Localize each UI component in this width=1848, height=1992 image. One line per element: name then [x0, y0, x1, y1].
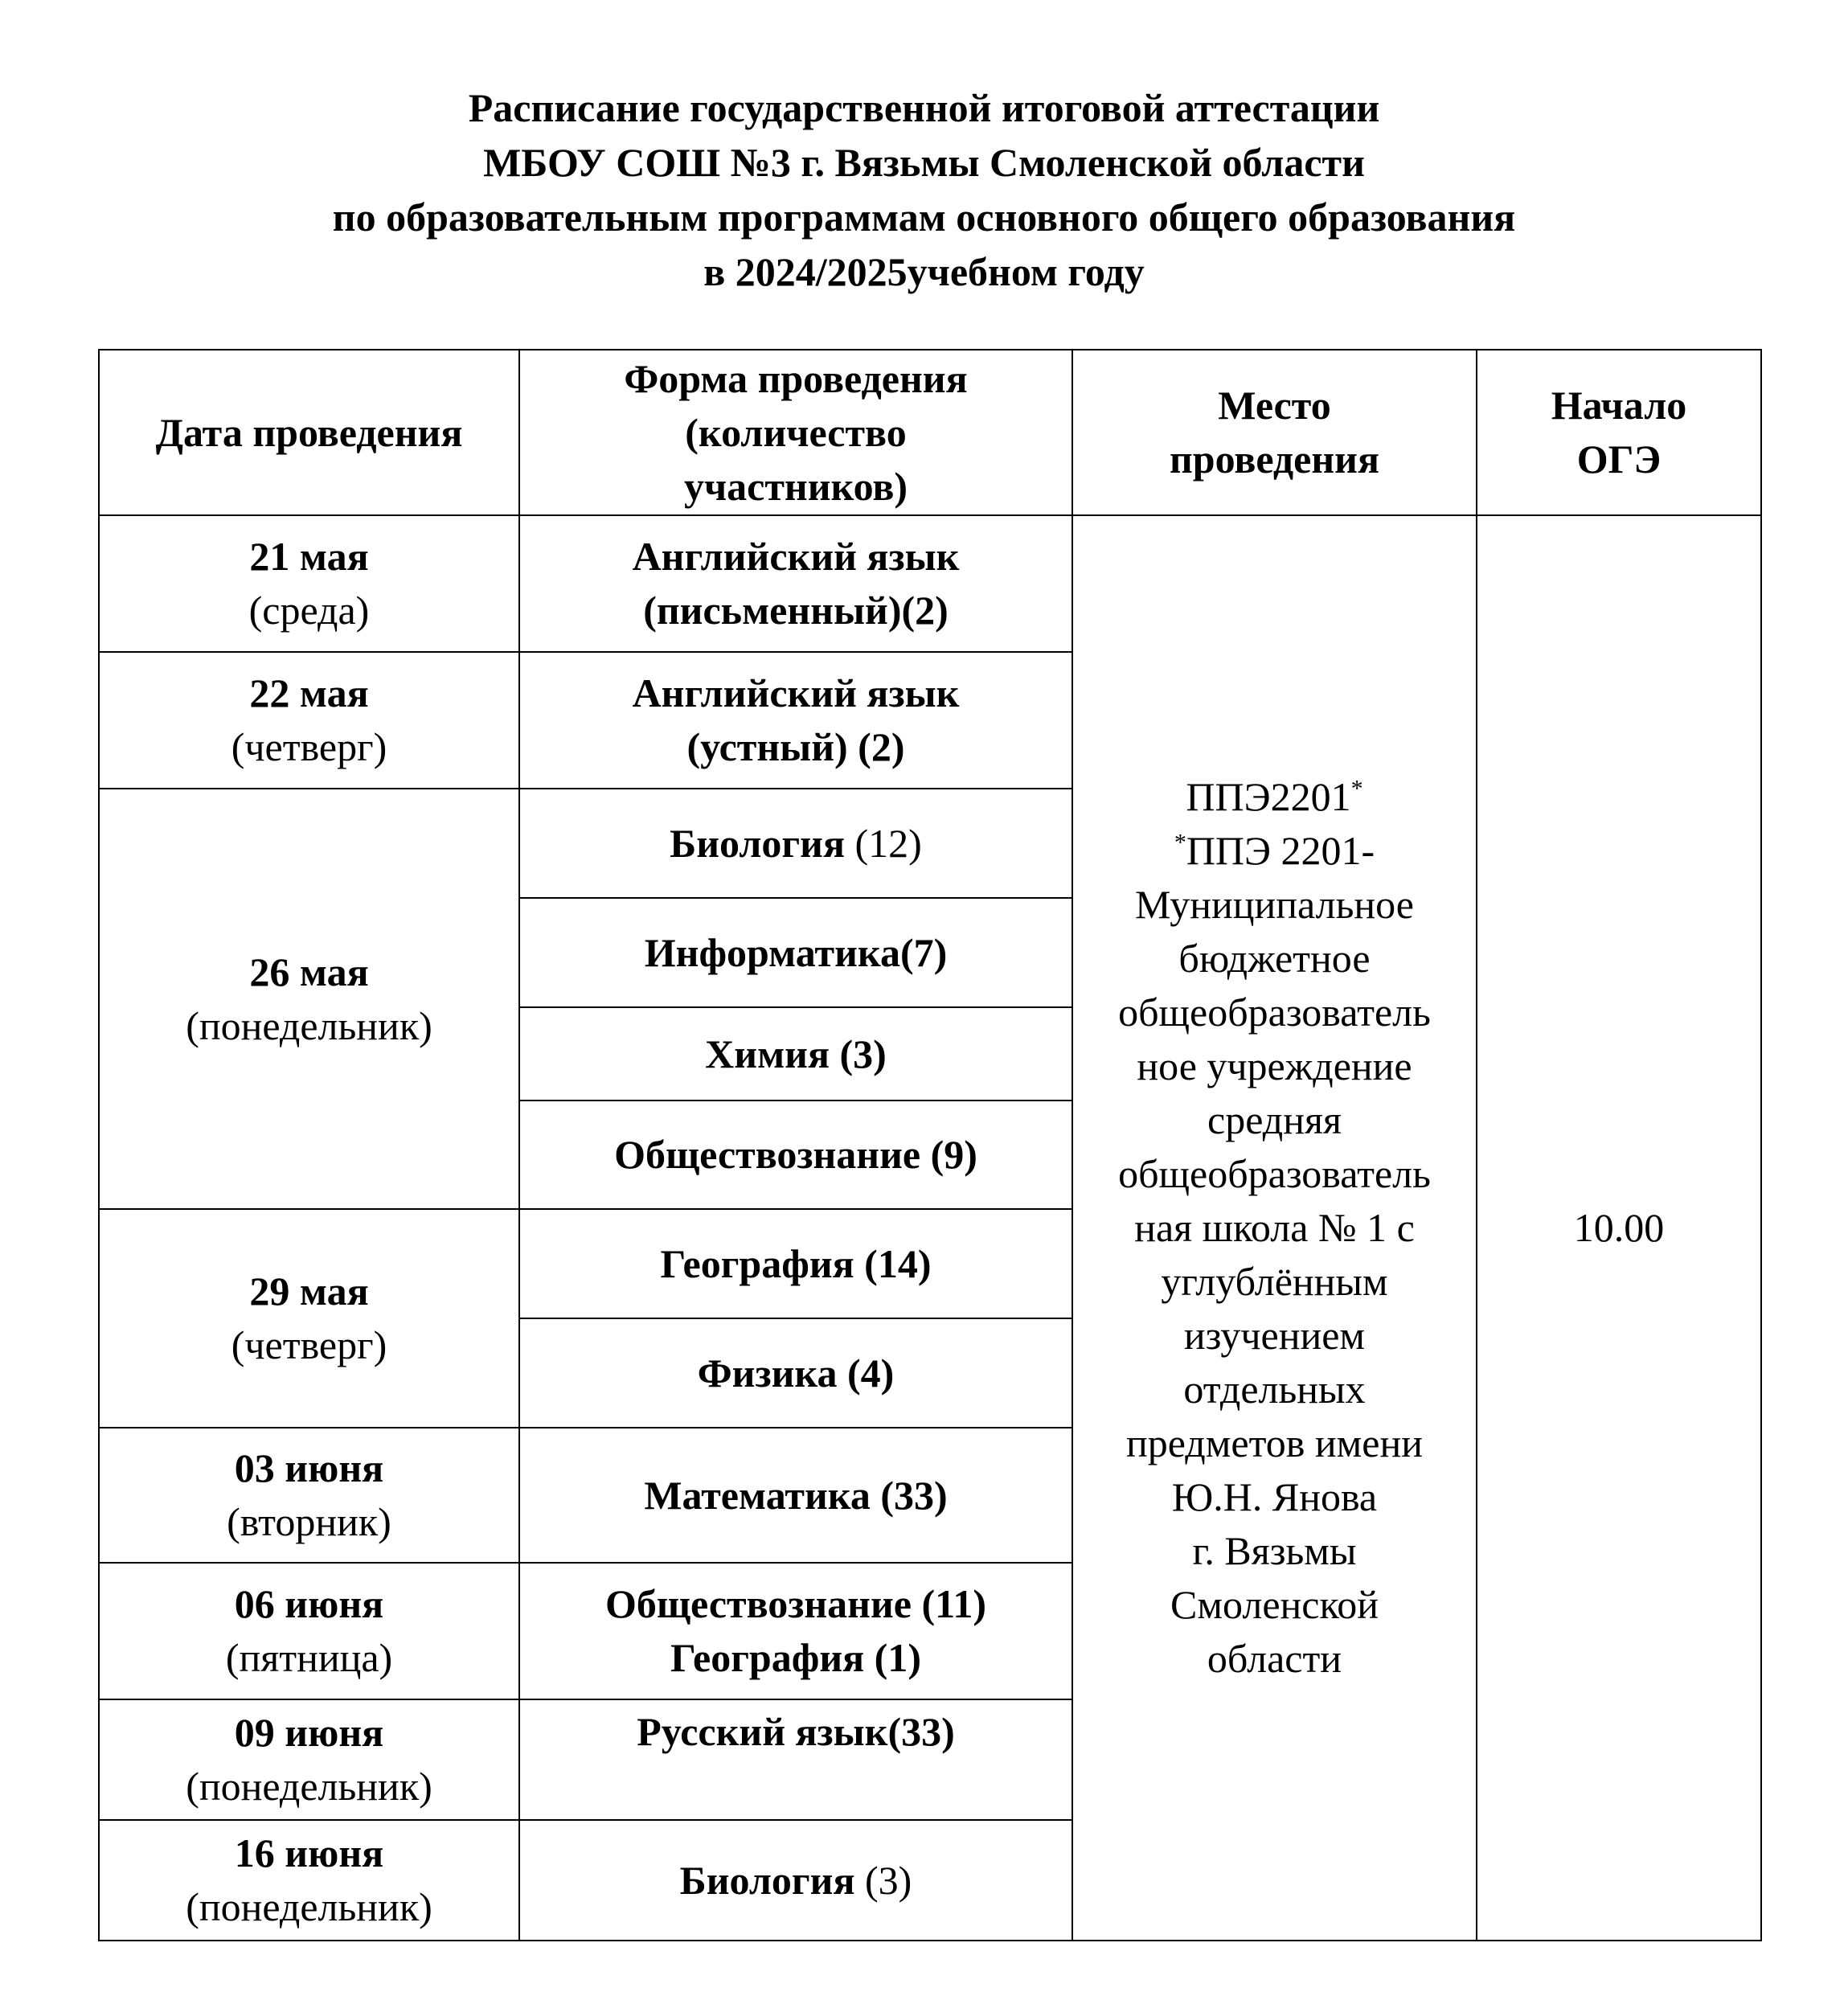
subject-cell: Информатика(7): [519, 898, 1072, 1007]
title-line-3: по образовательным программам основного общего образования: [332, 195, 1516, 240]
header-form: Форма проведения (количество участников): [519, 350, 1072, 515]
table-row: [99, 515, 1761, 652]
subject-cell: Английский язык (письменный)(2): [519, 515, 1072, 652]
header-date: Дата проведения: [99, 350, 519, 515]
header-row: [99, 350, 1761, 515]
header-place: Место проведения: [1072, 350, 1477, 515]
date-cell: 22 мая (четверг): [99, 652, 519, 789]
subject-cell: Английский язык (устный) (2): [519, 652, 1072, 789]
date-cell: 21 мая (среда): [99, 515, 519, 652]
subject-cell: Физика (4): [519, 1318, 1072, 1428]
title-line-4: в 2024/2025учебном году: [703, 249, 1145, 294]
subject-cell: География (14): [519, 1209, 1072, 1318]
subject-cell: Химия (3): [519, 1007, 1072, 1101]
date-cell: 09 июня (понедельник): [99, 1699, 519, 1820]
date-cell: 06 июня (пятница): [99, 1563, 519, 1699]
date-cell: 03 июня (вторник): [99, 1428, 519, 1563]
title-line-2: МБОУ СОШ №3 г. Вязьмы Смоленской области: [483, 140, 1365, 185]
start-time-cell: 10.00: [1477, 515, 1761, 1941]
date-cell: 29 мая (четверг): [99, 1209, 519, 1428]
subject-cell: Русский язык(33): [519, 1699, 1072, 1820]
schedule-table: [98, 349, 1762, 1941]
exam-place-cell: ППЭ2201* *ППЭ 2201- Муниципальное бюджетное общеобразователь ное учреждение средняя общеобразователь ная школа № 1 с углублённым изучением отдельных предметов имени Ю.Н. Янова г. Вязьмы Смоленской области: [1072, 515, 1477, 1941]
date-cell: 16 июня (понедельник): [99, 1820, 519, 1941]
place-description: *ППЭ 2201-: [1174, 828, 1375, 873]
date-cell: 26 мая (понедельник): [99, 789, 519, 1209]
place-code: ППЭ2201*: [1186, 774, 1363, 819]
subject-cell: Обществознание (9): [519, 1101, 1072, 1209]
subject-cell: Биология (3): [519, 1820, 1072, 1941]
title-line-1: Расписание государственной итоговой аттестации: [468, 85, 1380, 130]
subject-cell: Математика (33): [519, 1428, 1072, 1563]
subject-cell: Биология (12): [519, 789, 1072, 898]
subject-cell: Обществознание (11) География (1): [519, 1563, 1072, 1699]
header-start: Начало ОГЭ: [1477, 350, 1761, 515]
document-title: [0, 80, 1848, 299]
